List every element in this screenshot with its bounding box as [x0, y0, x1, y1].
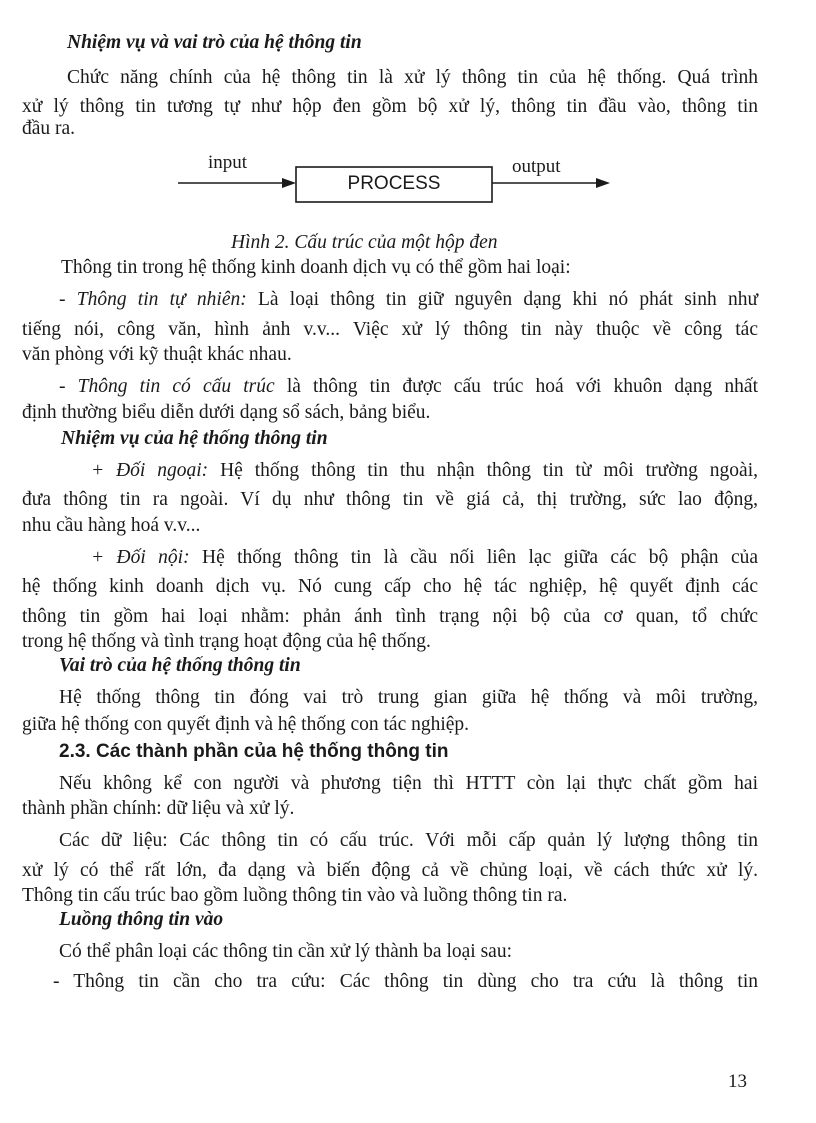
input-label: input	[208, 152, 248, 173]
paragraph-line: Nếu không kể con người và phương tiện thì HTTT còn lại thực chất gồm hai	[59, 773, 758, 794]
section-heading-tasks-roles: Nhiệm vụ và vai trò của hệ thông tin	[67, 32, 362, 53]
section-heading-2-3: 2.3. Các thành phần của hệ thống thông tin	[59, 741, 449, 762]
paragraph-line: + Đối nội: Hệ thống thông tin là cầu nối liên lạc giữa các bộ phận của	[91, 547, 758, 568]
term-external: + Đối ngoại:	[91, 460, 209, 481]
paragraph-line: xử lý có thể rất lớn, đa dạng và biến động cả về chủng loại, về cách thức xử lý.	[22, 860, 758, 881]
paragraph-line: trong hệ thống và tình trạng hoạt động của hệ thống.	[22, 631, 431, 652]
paragraph-line: thành phần chính: dữ liệu và xử lý.	[22, 798, 295, 819]
paragraph-line: Các dữ liệu: Các thông tin có cấu trúc. Với mỗi cấp quản lý lượng thông tin	[59, 830, 758, 851]
paragraph-line: giữa hệ thống con quyết định và hệ thống con tác nghiệp.	[22, 714, 470, 735]
figure-caption: Hình 2. Cấu trúc của một hộp đen	[231, 232, 498, 253]
paragraph-line: hệ thống kinh doanh dịch vụ. Nó cung cấp cho hệ tác nghiệp, hệ quyết định các	[22, 576, 758, 597]
paragraph-line: thông tin gồm hai loại nhằm: phản ánh tình trạng nội bộ của cơ quan, tổ chức	[22, 606, 758, 627]
section-heading-inflow: Luồng thông tin vào	[59, 909, 224, 930]
paragraph-line: nhu cầu hàng hoá v.v...	[22, 515, 201, 536]
paragraph-line: xử lý thông tin tương tự như hộp đen gồm bộ xử lý, thông tin đầu vào, thông tin	[22, 96, 758, 117]
paragraph-line: đầu ra.	[22, 118, 76, 139]
paragraph-line: - Thông tin có cấu trúc là thông tin được cấu trúc hoá với khuôn dạng nhất	[59, 376, 758, 397]
term-structured-info: - Thông tin có cấu trúc	[59, 376, 275, 397]
paragraph-line: Thông tin cấu trúc bao gồm luồng thông tin vào và luồng thông tin ra.	[22, 885, 568, 906]
input-arrow-head	[282, 178, 296, 188]
section-heading-roles: Vai trò của hệ thống thông tin	[59, 655, 301, 676]
page-number: 13	[728, 1071, 747, 1092]
section-heading-tasks: Nhiệm vụ của hệ thống thông tin	[61, 428, 328, 449]
paragraph-line: đưa thông tin ra ngoài. Ví dụ như thông tin về giá cả, thị trường, sức lao động,	[22, 489, 758, 510]
output-arrow-head	[596, 178, 610, 188]
paragraph-line: định thường biểu diễn dưới dạng sổ sách, bảng biểu.	[22, 402, 431, 423]
paragraph-line: Hệ thống thông tin đóng vai trò trung gian giữa hệ thống và môi trường,	[59, 687, 758, 708]
paragraph-line: - Thông tin cần cho tra cứu: Các thông tin dùng cho tra cứu là thông tin	[53, 971, 758, 992]
paragraph-line: Có thể phân loại các thông tin cần xử lý thành ba loại sau:	[59, 941, 512, 962]
paragraph-line: + Đối ngoại: Hệ thống thông tin thu nhận thông tin từ môi trường ngoài,	[91, 460, 759, 481]
paragraph-line: Chức năng chính của hệ thông tin là xử lý thông tin của hệ thống. Quá trình	[67, 67, 758, 88]
black-box-diagram	[170, 150, 630, 210]
process-label: PROCESS	[347, 173, 441, 194]
term-natural-info: - Thông tin tự nhiên:	[59, 289, 247, 310]
term-internal: + Đối nội:	[91, 547, 190, 568]
paragraph-line: - Thông tin tự nhiên: Là loại thông tin giữ nguyên dạng khi nó phát sinh như	[59, 289, 759, 310]
paragraph-line: văn phòng với kỹ thuật khác nhau.	[22, 344, 292, 365]
paragraph-line: tiếng nói, công văn, hình ảnh v.v... Việc xử lý thông tin này thuộc về công tác	[22, 319, 758, 340]
output-label: output	[512, 156, 561, 177]
paragraph-line: Thông tin trong hệ thống kinh doanh dịch vụ có thể gồm hai loại:	[61, 257, 571, 278]
